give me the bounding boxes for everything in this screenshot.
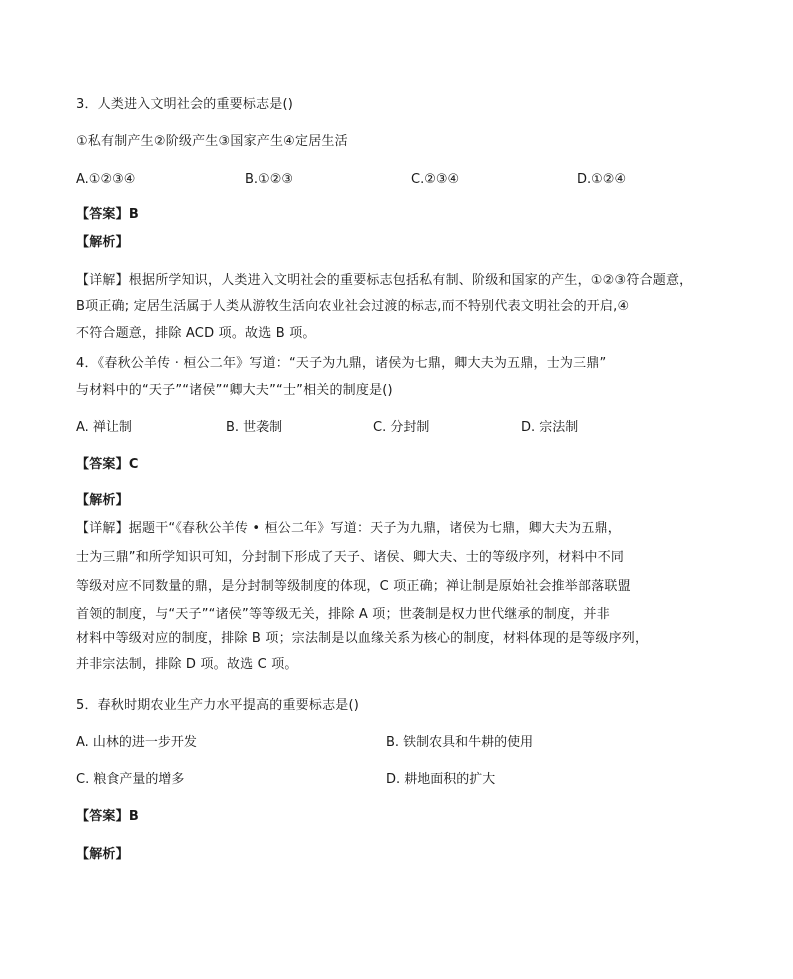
answer-tag: 【答案】: [76, 457, 129, 472]
question-5-option-c: C. 粮食产量的增多: [76, 772, 185, 787]
question-3-option-a: A.①②③④: [76, 172, 136, 187]
question-5-option-a: A. 山林的进一步开发: [76, 735, 197, 750]
question-4-answer: [76, 456, 139, 474]
question-4-detail-line: 材料中等级对应的制度，排除 B 项；宗法制是以血缘关系为核心的制度，材料体现的是等级序列，: [76, 631, 649, 646]
answer-value: C: [128, 457, 139, 472]
question-4-option-a: A. 禅让制: [76, 420, 132, 435]
answer-value: B: [128, 809, 139, 824]
question-4-stem-line: 与材料中的“天子”“诸侯”“卿大夫”“士”相关的制度是(): [76, 383, 393, 398]
question-3-option-c: C.②③④: [411, 172, 460, 187]
question-4-detail-line: 等级对应不同数量的鼎，是分封制等级制度的体现，C 项正确；禅让制是原始社会推举部落联盟: [76, 579, 631, 594]
question-4-detail-line: 【详解】据题干“《春秋公羊传 • 桓公二年》写道：天子为九鼎，诸侯为七鼎，卿大夫为五鼎，: [76, 521, 621, 536]
question-4-detail-line: 首领的制度，与“天子”“诸侯”等等级无关，排除 A 项；世袭制是权力世代继承的制度，并非: [76, 607, 610, 622]
question-3-option-d: D.①②④: [577, 172, 627, 187]
question-3-option-b: B.①②③: [245, 172, 294, 187]
question-3-detail-line: 【详解】根据所学知识，人类进入文明社会的重要标志包括私有制、阶级和国家的产生，①②③符合题意，: [76, 273, 693, 288]
question-5-answer: [76, 808, 139, 826]
question-5-option-d: D. 耕地面积的扩大: [386, 772, 496, 787]
answer-tag: 【答案】: [76, 809, 129, 824]
question-3-stem: 3．人类进入文明社会的重要标志是(): [76, 97, 294, 112]
question-5-analysis-tag: 【解析】: [76, 847, 129, 862]
answer-value: B: [128, 207, 139, 222]
question-4-stem-line: 4．《春秋公羊传 · 桓公二年》写道：“天子为九鼎，诸侯为七鼎，卿大夫为五鼎，士为三鼎”: [76, 356, 607, 371]
question-3-answer: [76, 206, 139, 224]
question-4-detail-line: 士为三鼎”和所学知识可知，分封制下形成了天子、诸侯、卿大夫、士的等级序列，材料中不同: [76, 550, 625, 565]
question-3-statement: ①私有制产生②阶级产生③国家产生④定居生活: [76, 134, 348, 149]
question-5-stem: 5．春秋时期农业生产力水平提高的重要标志是(): [76, 698, 360, 713]
question-4-detail-line: 并非宗法制，排除 D 项。故选 C 项。: [76, 657, 298, 672]
question-4-option-d: D. 宗法制: [521, 420, 579, 435]
question-3-detail-line: 不符合题意，排除 ACD 项。故选 B 项。: [76, 326, 316, 341]
question-3-detail-line: B项正确; 定居生活属于人类从游牧生活向农业社会过渡的标志,而不特别代表文明社会的开启,④: [76, 299, 630, 314]
question-4-option-b: B. 世袭制: [226, 420, 283, 435]
question-3-analysis-tag: 【解析】: [76, 235, 129, 250]
question-4-analysis-tag: 【解析】: [76, 493, 129, 508]
answer-tag: 【答案】: [76, 207, 129, 222]
question-5-option-b: B. 铁制农具和牛耕的使用: [386, 735, 534, 750]
question-4-option-c: C. 分封制: [373, 420, 430, 435]
